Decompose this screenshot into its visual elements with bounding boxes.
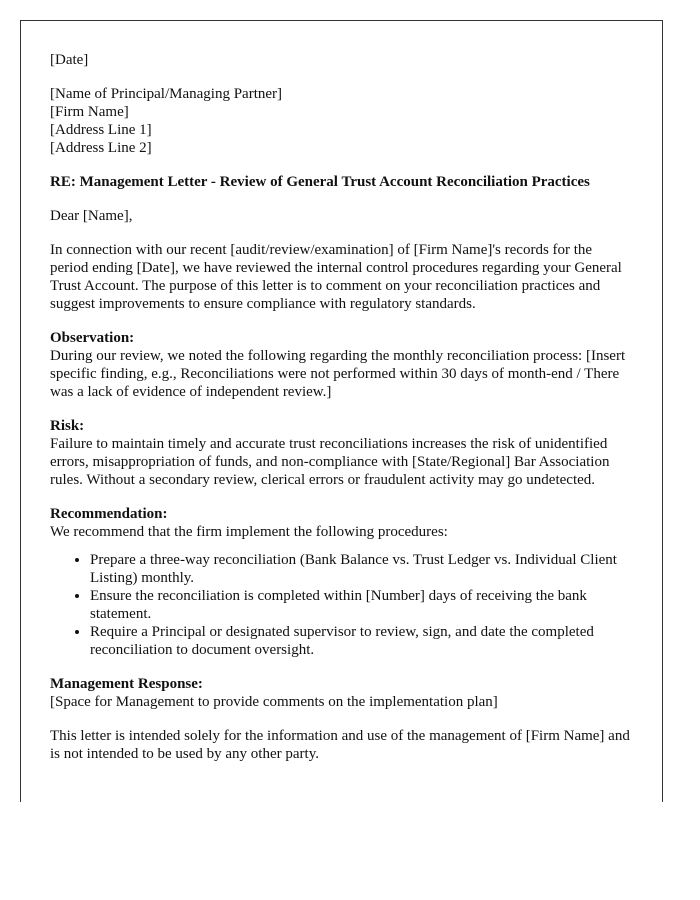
- response-section: [50, 675, 633, 711]
- recommendation-heading: Recommendation:: [50, 506, 168, 522]
- address-line: [Firm Name]: [50, 104, 129, 120]
- list-item: • Prepare a three-way reconciliation (Bank Balance vs. Trust Ledger vs. Individual Client Listing) monthly.: [90, 551, 633, 587]
- salutation: Dear [Name],: [50, 208, 133, 224]
- risk-text: Failure to maintain timely and accurate trust reconciliations increases the risk of unidentified errors, misappropriation of funds, and non-compliance with [State/Regional] Bar Association rules. Without a secondary review, clerical errors or fraudulent activity may go undetected.: [50, 436, 610, 488]
- intro-paragraph: In connection with our recent [audit/review/examination] of [Firm Name]'s records for the period ending [Date], we have reviewed the internal control procedures regarding your General Trust Account. The purpose of this letter is to comment on your reconciliation practices and suggest improvements to ensure compliance with regulatory standards.: [50, 242, 622, 312]
- list-item: • Ensure the reconciliation is completed within [Number] days of receiving the bank statement.: [90, 587, 633, 623]
- observation-text: During our review, we noted the following regarding the monthly reconciliation process: [Insert specific finding, e.g., Reconciliations were not performed within 30 days of month-end / There was a lack of evidence of independent review.]: [50, 348, 626, 400]
- response-text: [Space for Management to provide comments on the implementation plan]: [50, 694, 498, 710]
- observation-section: [50, 329, 633, 401]
- recommendation-text: We recommend that the firm implement the following procedures:: [50, 524, 448, 540]
- address-line: [Address Line 1]: [50, 122, 152, 138]
- recommendation-list: [50, 551, 633, 659]
- recommendation-section: [50, 505, 633, 541]
- subject-line: RE: Management Letter - Review of General Trust Account Reconciliation Practices: [50, 174, 590, 190]
- recipient-address: [50, 85, 633, 157]
- address-line: [Name of Principal/Managing Partner]: [50, 86, 283, 102]
- address-line: [Address Line 2]: [50, 140, 152, 156]
- date: [Date]: [50, 52, 89, 68]
- closing-paragraph: This letter is intended solely for the information and use of the management of [Firm Name] and is not intended to be used by any other party.: [50, 728, 630, 762]
- letter-page: [20, 20, 663, 802]
- risk-section: [50, 417, 633, 489]
- response-heading: Management Response:: [50, 676, 203, 692]
- observation-heading: Observation:: [50, 330, 135, 346]
- list-item: • Require a Principal or designated supervisor to review, sign, and date the completed reconciliation to document oversight.: [90, 623, 633, 659]
- risk-heading: Risk:: [50, 418, 85, 434]
